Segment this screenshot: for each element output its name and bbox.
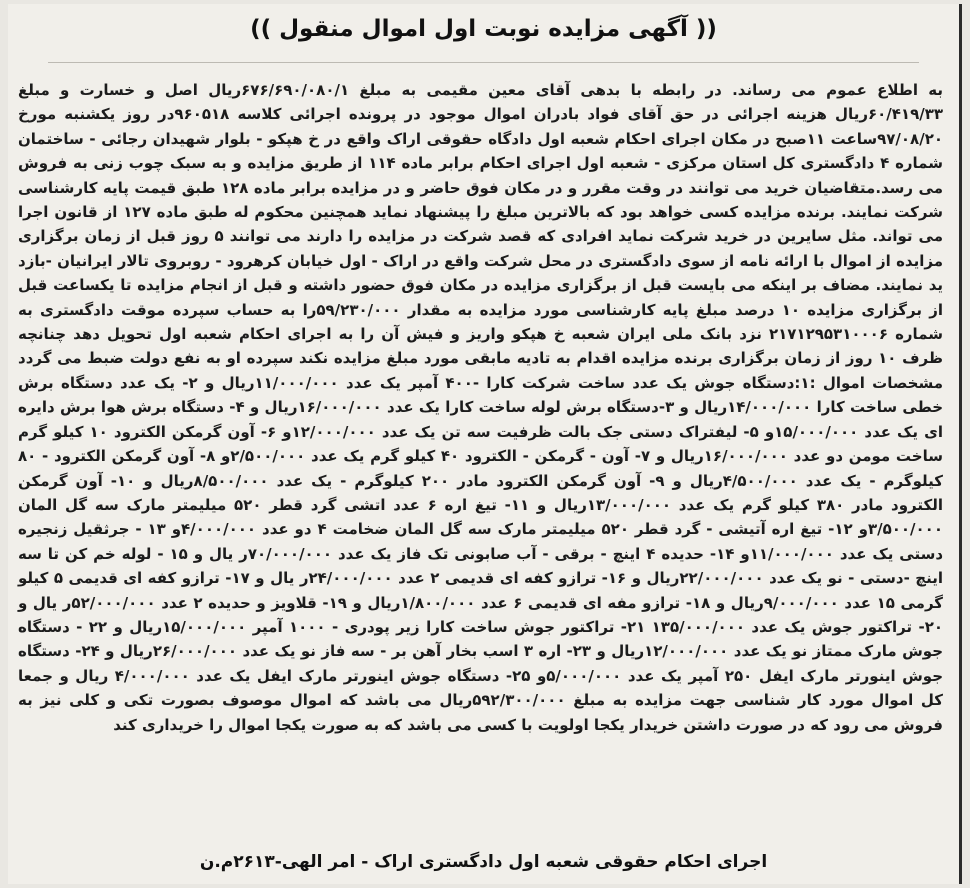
title-divider — [48, 62, 919, 63]
ad-title: (( آگهی مزایده نوبت اول اموال منقول )) — [250, 16, 717, 42]
ad-body-text: به اطلاع عموم می رساند. در رابطه با بدهی آقای معین مقیمی به مبلغ ۶۷۶/۶۹۰/۰۸۰/۱ریال اصل و خسارت و مبلغ ۶۰/۴۱۹/۳۳ریال هزینه اجرائی در حق آقای فواد بادران اموال موجود در پرونده اجرائی کلاسه ۹۶۰۵۱۸در روز یکشنبه مورخ ۹۷/۰۸/۲۰ساعت ۱۱صبح در مکان اجرای احکام شعبه اول دادگاه حقوقی اراک واقع در خ هپکو - بلوار شهیدان رجائی - ساختمان شماره ۴ دادگستری کل استان مرکزی - شعبه اول اجرای احکام برابر ماده ۱۱۴ از طریق مزایده و به سبک چوب زنی به فروش می رسد.متقاضیان خرید می توانند در وقت مقرر و در مکان فوق حاضر و در مزایده برابر ماده ۱۲۸ طبق قیمت پایه کارشناسی شرکت نمایند. برنده مزایده کسی خواهد بود که بالاترین مبلغ را پیشنهاد نماید همچنین محکوم له طبق ماده ۱۲۷ از قانون اجرا می تواند. مثل سایرین در خرید شرکت نماید افرادی که قصد شرکت در مزایده را دارند می توانند ۵ روز قبل از زمان برگزاری مزایده از اموال با ارائه نامه از سوی دادگستری در محل شرکت واقع در اراک - اول خیابان کرهرود - روبروی تالار ایرانیان -بازد ید نمایند. مضاف بر اینکه می بایست قبل از برگزاری مزایده در مکان فوق حضور داشته و قبل از انجام مزایده تا یکساعت قبل از برگزاری مزایده ۱۰ درصد مبلغ پایه کارشناسی مورد مزایده به مقدار ۵۹/۲۳۰/۰۰۰را به حساب سپرده موقت دادگستری به شماره ۲۱۷۱۲۹۵۳۱۰۰۰۶ نزد بانک ملی ایران شعبه خ هپکو واریز و فیش آن را به اجرای احکام شعبه اول تحویل دهد چنانچه ظرف ۱۰ روز از زمان برگزاری برنده مزایده اقدام به تادیه مابقی مورد مبلغ مزایده نکند سپرده او به نفع دولت ضبط می گردد مشخصات اموال :۱:دستگاه جوش یک عدد ساخت شرکت کارا -۴۰۰ آمپر یک عدد ۱۱/۰۰۰/۰۰۰ریال و ۲- یک عدد دستگاه برش خطی ساخت کارا ۱۴/۰۰۰/۰۰۰ریال و ۳-دستگاه برش لوله ساخت کارا یک عدد ۱۶/۰۰۰/۰۰۰ریال و ۴- دستگاه برش هوا برش دایره ای یک عدد ۱۵/۰۰۰/۰۰۰و ۵- لیفتراک دستی جک بالت ظرفیت سه تن یک عدد ۱۲/۰۰۰/۰۰۰و ۶- آون گرمکن الکترود ۱۰ کیلو گرم ساخت مومن دو عدد ۱۶/۰۰۰/۰۰۰ریال و ۷- آون - گرمکن - الکترود ۴۰ کیلو گرم یک عدد ۲/۵۰۰/۰۰۰و ۸- آون گرمکن الکترود - ۸۰ کیلوگرم - یک عدد ۴/۵۰۰/۰۰۰ریال و ۹- آون گرمکن الکترود مادر ۲۰۰ کیلوگرم - یک عدد ۸/۵۰۰/۰۰۰ریال و ۱۰- آون گرمکن الکترود مادر ۳۸۰ کیلو گرم یک عدد ۱۳/۰۰۰/۰۰۰ریال و ۱۱- تیغ اره ۶ عدد اتشی گرد قطر ۵۲۰ میلیمتر مارک سه گل المان ۳/۵۰۰/۰۰۰و ۱۲- تیغ اره آتیشی - گرد قطر ۵۲۰ میلیمتر مارک سه گل المان ضخامت ۴ دو عدد ۴/۰۰۰/۰۰۰و ۱۳ - جرثقیل زنجیره دستی یک عدد ۱۱/۰۰۰/۰۰۰و ۱۴- حدیده ۴ اینچ - برقی - آب صابونی تک فاز یک عدد ۷۰/۰۰۰/۰۰۰ر یال و ۱۵ - لوله خم کن تا سه اینچ -دستی - نو یک عدد ۲۲/۰۰۰/۰۰۰ریال و ۱۶- ترازو کفه ای قدیمی ۲ عدد ۲۴/۰۰۰/۰۰۰ر یال و ۱۷- ترازو کفه ای قدیمی ۵ کیلو گرمی ۱۵ عدد ۹/۰۰۰/۰۰۰ریال و ۱۸- ترازو مفه ای قدیمی ۶ عدد ۱/۸۰۰/۰۰۰ریال و ۱۹- قلاویز و حدیده ۲ عدد ۵۲/۰۰۰/۰۰۰ر یال و ۲۰- تراکتور جوش یک عدد ۱۳۵/۰۰۰/۰۰۰ ۲۱- تراکتور جوش ساخت کارا زیر پودری - ۱۰۰۰ آمپر ۱۵/۰۰۰/۰۰۰ریال و ۲۲ - دستگاه جوش مارک ممتاز نو یک عدد ۱۲/۰۰۰/۰۰۰ریال و ۲۳- اره ۳ اسب بخار آهن بر - سه فاز نو یک عدد ۲۶/۰۰۰/۰۰۰ریال و ۲۴- دستگاه جوش اینورتر مارک ایفل ۲۵۰ آمپر یک عدد ۵/۰۰۰/۰۰۰و ۲۵- دستگاه جوش اینورتر مارک ایفل یک عدد ۴/۰۰۰/۰۰۰ ریال و جمعا کل اموال مورد کار شناسی جهت مزایده به مبلغ ۵۹۲/۳۰۰/۰۰۰ریال می باشد که اموال موصوف بصورت تکی و کلی نیز به فروش می رود که در صورت داشتن خریدار یکجا اولویت با کسی می باشد که به صورت یکجا اموال را خریداری کند — [18, 81, 944, 734]
ad-footer-signature: اجرای احکام حقوقی شعبه اول دادگستری اراک - امر الهی-۲۶۱۳م.ن — [199, 852, 768, 872]
newspaper-clipping — [8, 4, 962, 884]
